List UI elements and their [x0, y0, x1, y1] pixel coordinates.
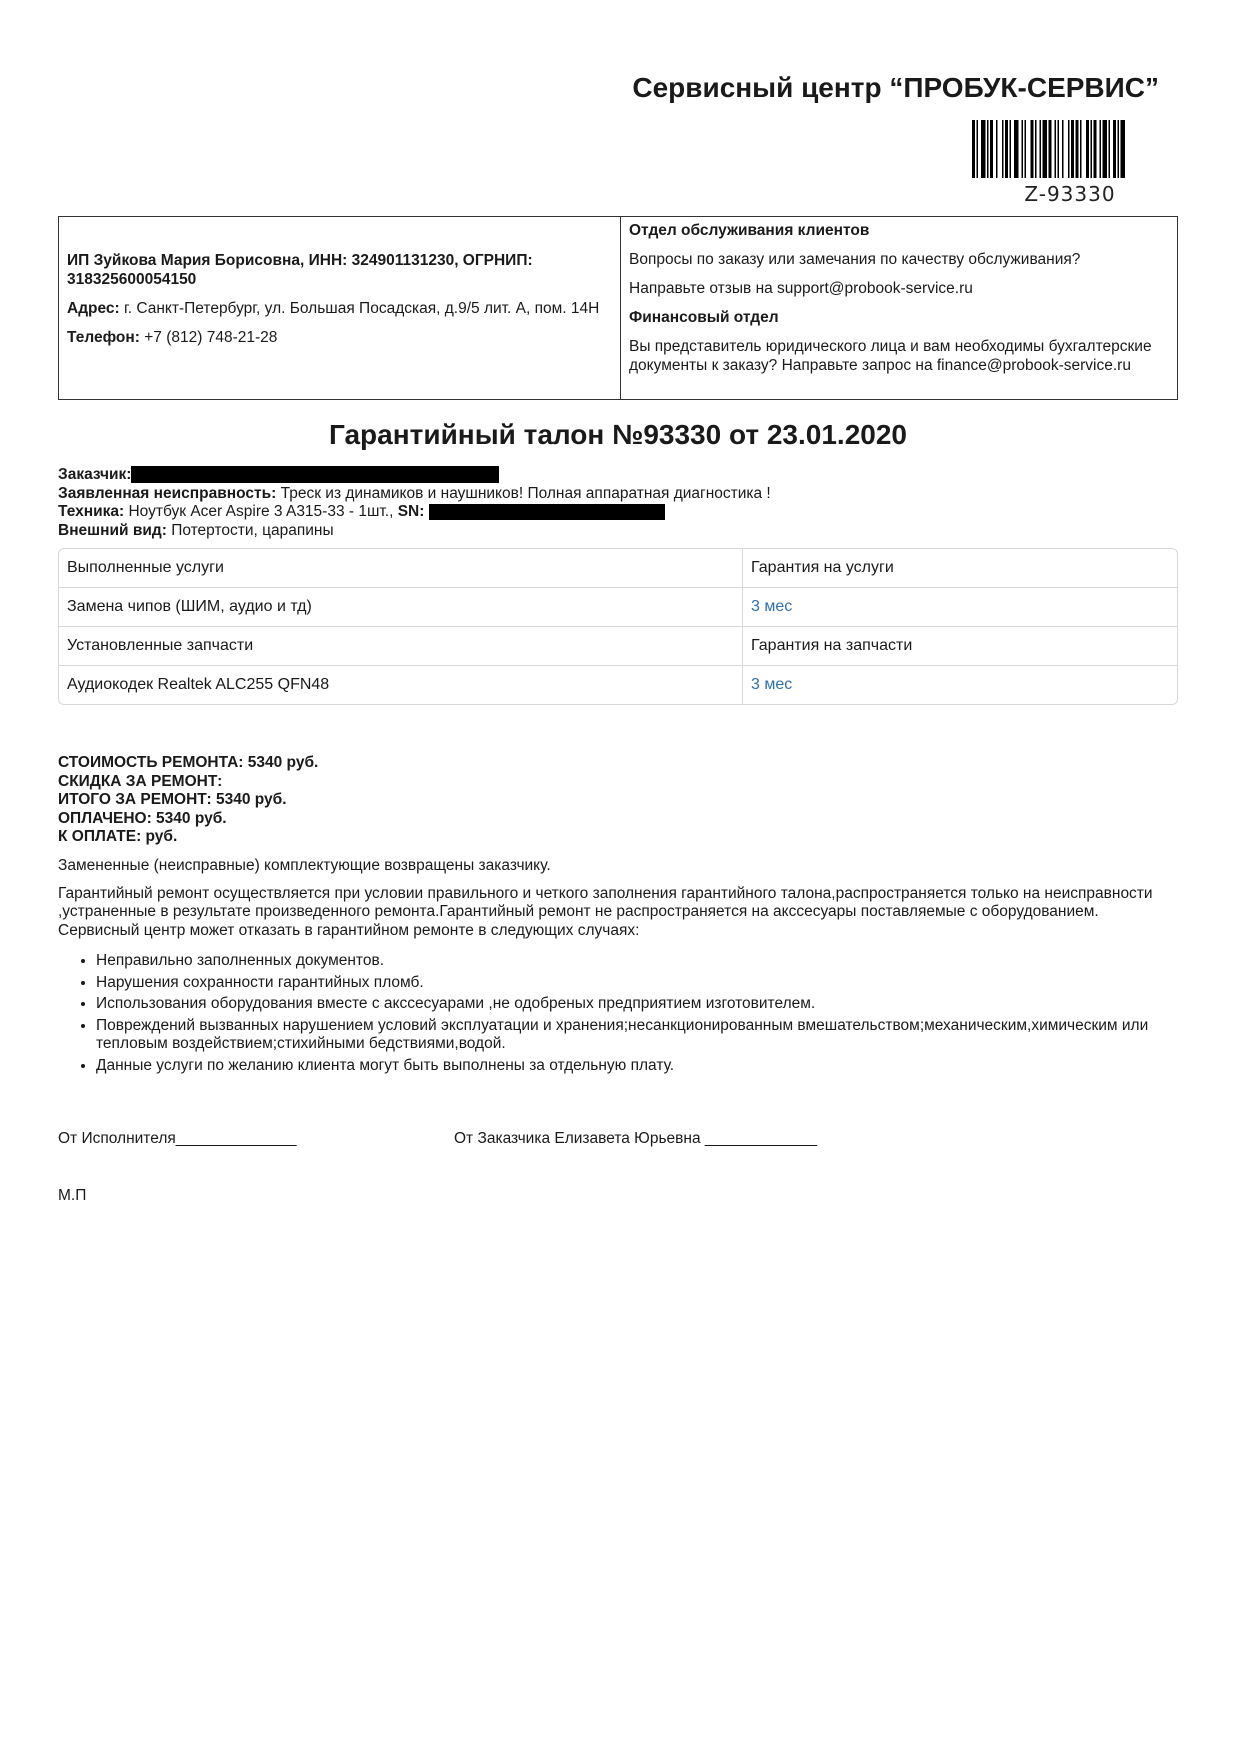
- barcode-bar: [1080, 120, 1082, 178]
- contacts-details: [621, 217, 1177, 399]
- list-item: • Нарушения сохранности гарантийных пломб.: [96, 974, 1178, 993]
- amount-paid: ОПЛАЧЕНО: 5340 руб.: [58, 809, 227, 827]
- company-name: ИП Зуйкова Мария Борисовна, ИНН: 324901131230, ОГРНИП: 318325600054150: [67, 252, 533, 288]
- company-address: Адрес: г. Санкт-Петербург, ул. Большая Посадская, д.9/5 лит. А, пом. 14Н: [67, 300, 600, 317]
- barcode-bar: [996, 120, 998, 178]
- document-title: Гарантийный талон №93330 от 23.01.2020: [328, 419, 907, 450]
- table-row: [59, 587, 1177, 626]
- barcode-bar: [1049, 120, 1052, 178]
- services-warranty-header: Гарантия на услуги: [751, 559, 894, 576]
- repair-discount: СКИДКА ЗА РЕМОНТ:: [58, 772, 223, 790]
- warranty-notes: [58, 857, 1178, 1078]
- redacted-serial: [429, 504, 665, 520]
- finance-dept-email: документы к заказу? Направьте запрос на finance@probook-service.ru: [629, 357, 1131, 374]
- barcode-bar: [1109, 120, 1111, 178]
- barcode-bar: [981, 120, 986, 178]
- company-info-box: [58, 216, 1178, 400]
- barcode-bar: [1022, 120, 1024, 178]
- table-row: [59, 665, 1177, 704]
- barcode: [972, 120, 1168, 206]
- barcode-bar: [1005, 120, 1008, 178]
- list-item: • Использования оборудования вместе с акссесуарами ,не одобреных предприятием изготовителем.: [96, 995, 1178, 1014]
- warranty-conditions: Гарантийный ремонт осуществляется при условии правильного и четкого заполнения гарантийного талона,распространяется только на неисправности ,устраненные в результате произведенного ремонта.Гарантийный ремонт не распространяется на акссесуары поставляемые с оборудованием.: [58, 884, 1153, 920]
- fault-line: Заявленная неисправность: Треск из динамиков и наушников! Полная аппаратная диагностика !: [58, 484, 771, 502]
- barcode-number: Z-93330: [1024, 182, 1116, 206]
- customer-dept-email: Направьте отзыв на support@probook-service.ru: [629, 280, 973, 297]
- barcode-bar: [1121, 120, 1126, 178]
- device-line: Техника: Ноутбук Acer Aspire 3 A315-33 - 1шт., SN:: [58, 503, 771, 522]
- barcode-bar: [1071, 120, 1074, 178]
- order-details: [58, 466, 771, 540]
- barcode-bar: [1058, 120, 1060, 178]
- customer-signature: От Заказчика Елизавета Юрьевна _____________: [454, 1130, 817, 1147]
- barcode-bar: [1014, 120, 1019, 178]
- barcode-bar: [990, 120, 993, 178]
- part-item: Аудиокодек Realtek ALC255 QFN48: [59, 666, 743, 704]
- barcode-bar: [1043, 120, 1048, 178]
- barcode-bar: [1002, 120, 1004, 178]
- customer-line: Заказчик:: [58, 466, 771, 485]
- barcode-bar: [1113, 120, 1116, 178]
- barcode-bar: [987, 120, 989, 178]
- repair-total: ИТОГО ЗА РЕМОНТ: 5340 руб.: [58, 791, 287, 809]
- service-item: Замена чипов (ШИМ, аудио и тд): [59, 588, 743, 626]
- parts-warranty-header: Гарантия на запчасти: [751, 637, 913, 654]
- barcode-bar: [1094, 120, 1097, 178]
- appearance-line: Внешний вид: Потертости, царапины: [58, 521, 334, 539]
- barcode-bar: [1025, 120, 1027, 178]
- barcode-bar: [1040, 120, 1042, 178]
- barcode-bar: [1062, 120, 1064, 178]
- services-header: Выполненные услуги: [59, 549, 743, 587]
- barcode-bar: [1091, 120, 1093, 178]
- barcode-bar: [1103, 120, 1108, 178]
- executor-signature: От Исполнителя______________: [58, 1130, 297, 1147]
- barcode-bar: [1010, 120, 1012, 178]
- redacted-customer: [131, 466, 499, 483]
- customer-dept-question: Вопросы по заказу или замечания по качеству обслуживания?: [629, 251, 1081, 268]
- amount-due: К ОПЛАТЕ: руб.: [58, 828, 178, 846]
- list-item: • Повреждений вызванных нарушением условий эксплуатации и хранения;несанкционированным вмешательством;механическим,химическим или тепловым воздействием;стихийными бедствиями,водой.: [96, 1017, 1178, 1054]
- company-details: [59, 217, 621, 399]
- refusal-list: [58, 952, 1178, 1075]
- company-phone: Телефон: +7 (812) 748-21-28: [67, 329, 278, 346]
- barcode-bar: [1055, 120, 1057, 178]
- barcode-bar: [1100, 120, 1102, 178]
- totals-block: [58, 754, 318, 847]
- barcode-bar: [1035, 120, 1037, 178]
- customer-dept-title: Отдел обслуживания клиентов: [629, 222, 870, 239]
- barcode-image: [972, 120, 1168, 178]
- table-row: [59, 626, 1177, 665]
- repair-cost: СТОИМОСТЬ РЕМОНТА: 5340 руб.: [58, 754, 319, 771]
- returned-parts-note: Замененные (неисправные) комплектующие возвращены заказчику.: [58, 857, 551, 874]
- services-table: [58, 548, 1178, 705]
- parts-header: Установленные запчасти: [59, 627, 743, 665]
- barcode-bar: [1076, 120, 1079, 178]
- barcode-bar: [1068, 120, 1070, 178]
- stamp-place: М.П: [58, 1187, 87, 1204]
- barcode-bar: [1118, 120, 1120, 178]
- list-item: • Неправильно заполненных документов.: [96, 952, 1178, 971]
- service-center-title: Сервисный центр “ПРОБУК-СЕРВИС”: [632, 72, 1159, 103]
- list-item: • Данные услуги по желанию клиента могут быть выполнены за отдельную плату.: [96, 1057, 1178, 1076]
- finance-dept-title: Финансовый отдел: [629, 309, 779, 326]
- finance-dept-text: Вы представитель юридического лица и вам необходимы бухгалтерские: [629, 338, 1152, 355]
- barcode-bar: [1031, 120, 1034, 178]
- refusal-intro: Сервисный центр может отказать в гарантийном ремонте в следующих случаях:: [58, 921, 640, 939]
- part-warranty-link[interactable]: 3 мес: [751, 676, 793, 693]
- barcode-bar: [972, 120, 975, 178]
- barcode-bar: [1086, 120, 1089, 178]
- barcode-bar: [977, 120, 979, 178]
- service-warranty-link[interactable]: 3 мес: [751, 598, 793, 615]
- table-row: [59, 549, 1177, 587]
